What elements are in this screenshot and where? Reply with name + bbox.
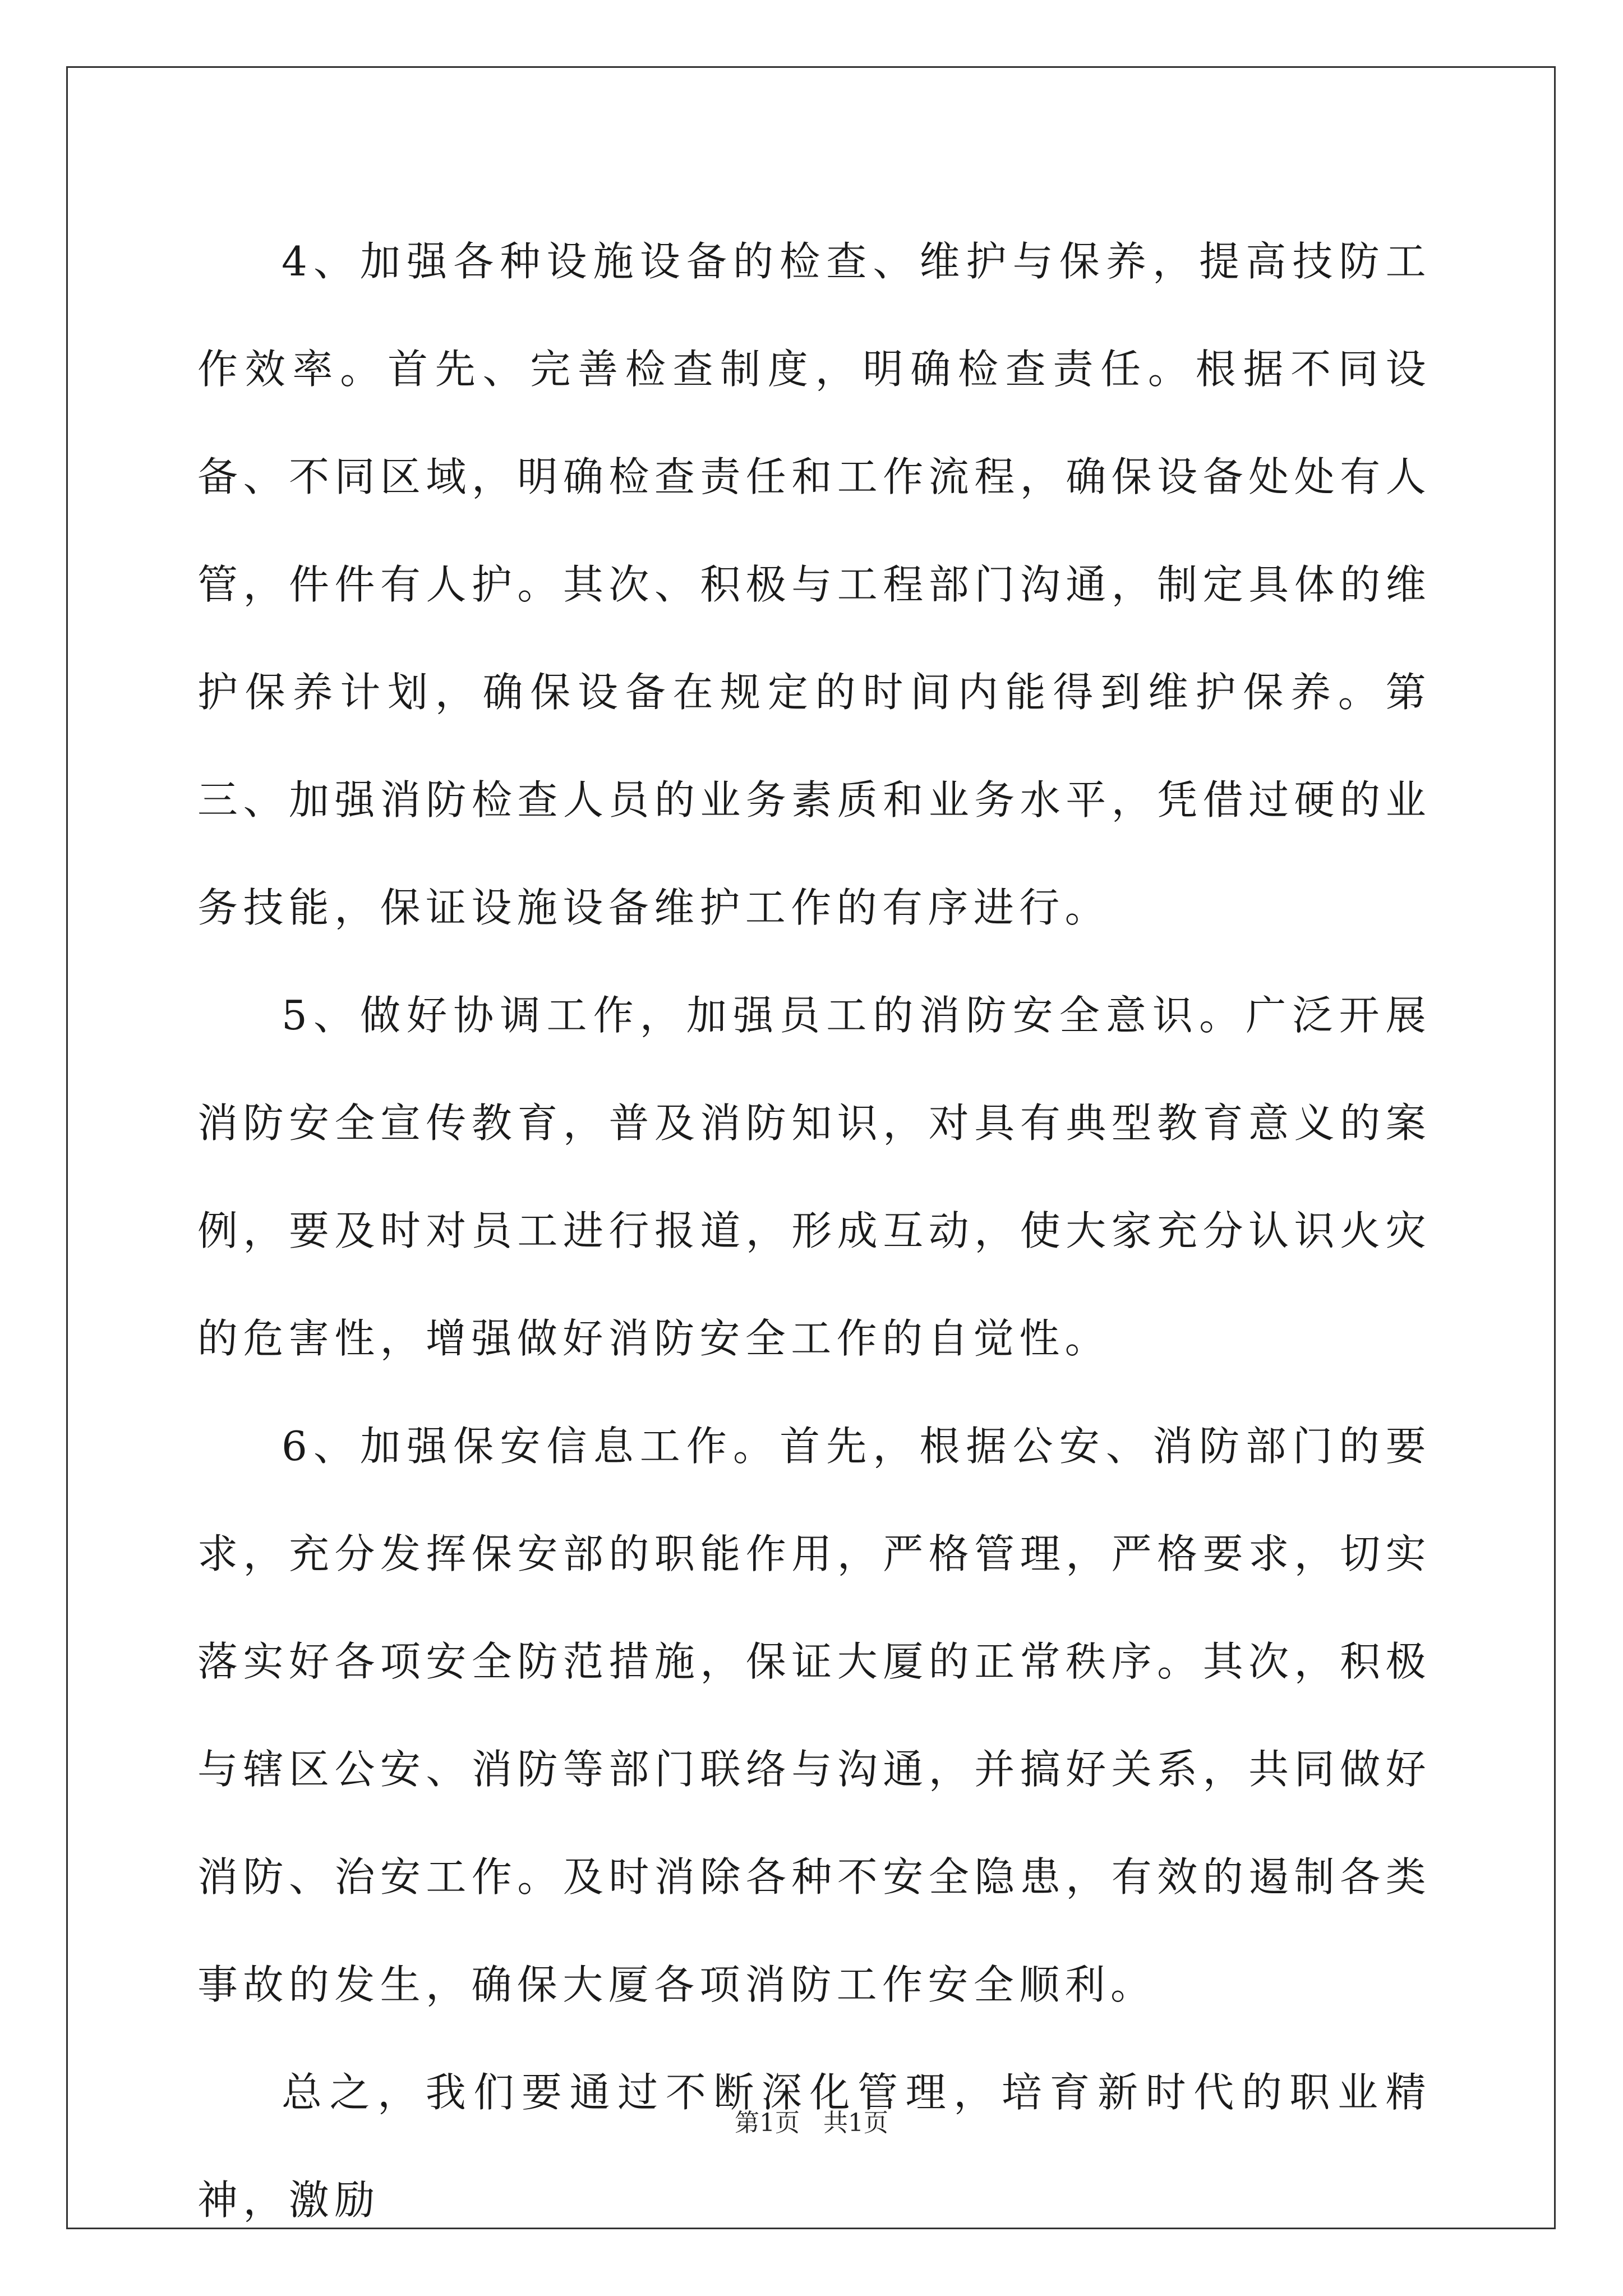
paragraph-4: 4、加强各种设施设备的检查、维护与保养，提高技防工作效率。首先、完善检查制度，明确检查责任。根据不同设备、不同区域，明确检查责任和工作流程，确保设备处处有人管，件件有人护。其次、积极与工程部门沟通，制定具体的维护保养计划，确保设备在规定的时间内能得到维护保养。第三、加强消防检查人员的业务素质和业务水平，凭借过硬的业务技能，保证设施设备维护工作的有序进行。: [197, 238, 1431, 931]
document-body: [197, 208, 1431, 2254]
page-number: 第1页: [735, 2109, 800, 2137]
page-footer: [0, 2106, 1623, 2140]
paragraph-6: 6、加强保安信息工作。首先，根据公安、消防部门的要求，充分发挥保安部的职能作用，严格管理，严格要求，切实落实好各项安全防范措施，保证大厦的正常秩序。其次，积极与辖区公安、消防等部门联络与沟通，并搞好关系，共同做好消防、治安工作。及时消除各种不安全隐患，有效的遏制各类事故的发生，确保大厦各项消防工作安全顺利。: [197, 1423, 1431, 2008]
page-total: 共1页: [823, 2109, 888, 2137]
footer-spacer: [800, 2109, 823, 2137]
paragraph-summary: 总之，我们要通过不断深化管理，培育新时代的职业精神，激励: [197, 2069, 1431, 2224]
paragraph-5: 5、做好协调工作，加强员工的消防安全意识。广泛开展消防安全宣传教育，普及消防知识，对具有典型教育意义的案例，要及时对员工进行报道，形成互动，使大家充分认识火灾的危害性，增强做好消防安全工作的自觉性。: [197, 992, 1431, 1362]
